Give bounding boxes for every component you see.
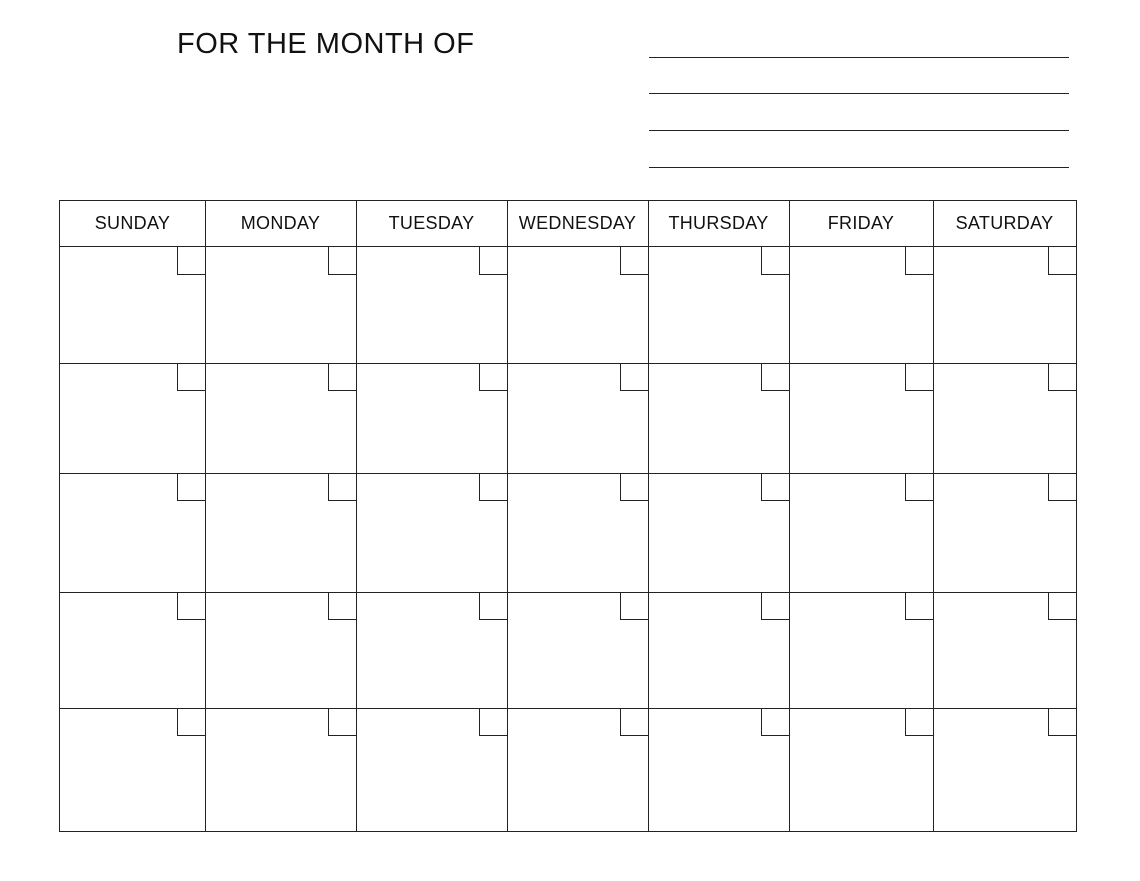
day-cell[interactable] (933, 708, 1076, 831)
day-cell[interactable] (933, 592, 1076, 708)
date-number-box[interactable] (177, 247, 205, 275)
day-cell[interactable] (789, 708, 933, 831)
date-number-box[interactable] (620, 708, 648, 736)
writing-line[interactable] (649, 130, 1069, 131)
date-number-box[interactable] (620, 473, 648, 501)
day-cell[interactable] (648, 363, 789, 473)
day-cell[interactable] (60, 708, 205, 831)
day-cell[interactable] (648, 247, 789, 363)
day-cell[interactable] (648, 708, 789, 831)
page-title: FOR THE MONTH OF (177, 28, 475, 60)
date-number-box[interactable] (177, 473, 205, 501)
calendar-grid (59, 200, 1077, 832)
writing-line[interactable] (649, 167, 1069, 168)
day-cell[interactable] (933, 247, 1076, 363)
day-cell[interactable] (507, 708, 648, 831)
day-cell[interactable] (205, 708, 356, 831)
date-number-box[interactable] (328, 363, 356, 391)
date-number-box[interactable] (177, 708, 205, 736)
day-cell[interactable] (60, 247, 205, 363)
date-number-box[interactable] (479, 247, 507, 275)
day-header-thursday: THURSDAY (648, 201, 789, 247)
date-number-box[interactable] (479, 708, 507, 736)
day-cell[interactable] (60, 473, 205, 592)
date-number-box[interactable] (620, 247, 648, 275)
date-number-box[interactable] (905, 247, 933, 275)
day-cell[interactable] (507, 363, 648, 473)
day-cell[interactable] (507, 592, 648, 708)
date-number-box[interactable] (1048, 708, 1076, 736)
date-number-box[interactable] (905, 363, 933, 391)
date-number-box[interactable] (905, 473, 933, 501)
day-cell[interactable] (648, 473, 789, 592)
date-number-box[interactable] (479, 363, 507, 391)
date-number-box[interactable] (1048, 473, 1076, 501)
day-cell[interactable] (933, 363, 1076, 473)
day-cell[interactable] (356, 708, 507, 831)
writing-line[interactable] (649, 57, 1069, 58)
date-number-box[interactable] (479, 592, 507, 620)
date-number-box[interactable] (1048, 247, 1076, 275)
date-number-box[interactable] (479, 473, 507, 501)
day-cell[interactable] (789, 473, 933, 592)
day-cell[interactable] (356, 473, 507, 592)
day-cell[interactable] (205, 363, 356, 473)
date-number-box[interactable] (620, 363, 648, 391)
day-cell[interactable] (789, 592, 933, 708)
day-cell[interactable] (60, 592, 205, 708)
date-number-box[interactable] (761, 473, 789, 501)
date-number-box[interactable] (1048, 363, 1076, 391)
date-number-box[interactable] (620, 592, 648, 620)
date-number-box[interactable] (761, 247, 789, 275)
day-cell[interactable] (356, 247, 507, 363)
day-header-sunday: SUNDAY (60, 201, 205, 247)
date-number-box[interactable] (761, 708, 789, 736)
date-number-box[interactable] (761, 592, 789, 620)
date-number-box[interactable] (328, 473, 356, 501)
day-cell[interactable] (356, 592, 507, 708)
day-cell[interactable] (933, 473, 1076, 592)
day-cell[interactable] (356, 363, 507, 473)
date-number-box[interactable] (328, 592, 356, 620)
date-number-box[interactable] (761, 363, 789, 391)
date-number-box[interactable] (328, 247, 356, 275)
writing-line[interactable] (649, 93, 1069, 94)
date-number-box[interactable] (1048, 592, 1076, 620)
day-cell[interactable] (60, 363, 205, 473)
date-number-box[interactable] (177, 592, 205, 620)
day-header-tuesday: TUESDAY (356, 201, 507, 247)
date-number-box[interactable] (905, 592, 933, 620)
date-number-box[interactable] (177, 363, 205, 391)
date-number-box[interactable] (328, 708, 356, 736)
day-cell[interactable] (789, 247, 933, 363)
day-header-monday: MONDAY (205, 201, 356, 247)
day-cell[interactable] (789, 363, 933, 473)
day-cell[interactable] (205, 592, 356, 708)
day-cell[interactable] (205, 473, 356, 592)
day-header-friday: FRIDAY (789, 201, 933, 247)
day-header-wednesday: WEDNESDAY (507, 201, 648, 247)
day-cell[interactable] (648, 592, 789, 708)
day-header-saturday: SATURDAY (933, 201, 1076, 247)
date-number-box[interactable] (905, 708, 933, 736)
day-cell[interactable] (205, 247, 356, 363)
day-cell[interactable] (507, 247, 648, 363)
day-cell[interactable] (507, 473, 648, 592)
